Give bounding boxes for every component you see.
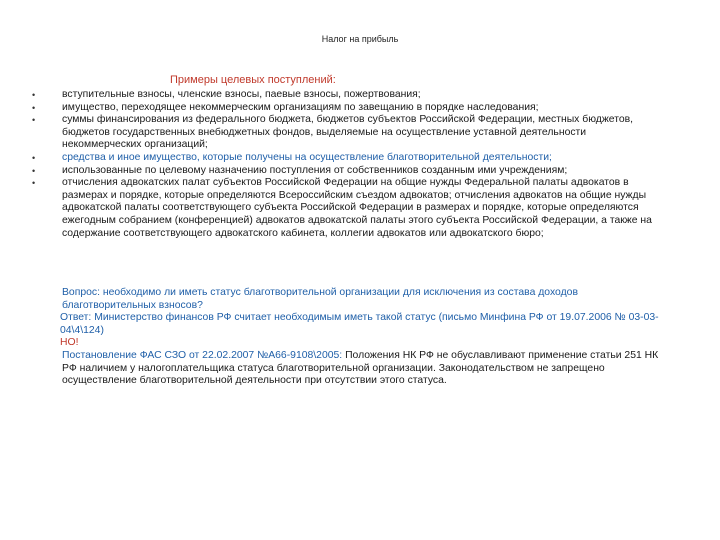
- resolution-reference: Постановление ФАС СЗО от 22.02.2007 №А66-9108\2005:: [62, 349, 343, 361]
- list-item-text: суммы финансирования из федерального бюджета, бюджетов субъектов Российской Федерации, местных бюджетов, бюджетов государственных внебюджетных фондов, выделяемые на осуществление уставной деятельности некоммерческих организаций;: [62, 114, 634, 151]
- list-item: [28, 89, 668, 102]
- bullet-icon: •: [32, 115, 36, 126]
- list-item: [28, 177, 668, 240]
- list-item-text: отчисления адвокатских палат субъектов Российской Федерации на общие нужды Федеральной палаты адвокатов в размерах и порядке, которые определяются Всероссийским съездом адвокатов; отчисления адвокатов на общие нужды адвокатской палаты соответствующего субъекта Российской Федерации в размерах и порядке, которые определяются ежегодным собранием (конференцией) адвокатов адвокатской палаты этого субъекта Российской Федерации, а также на содержание соответствующего адвокатского кабинета, коллегии адвокатов или адвокатского бюро;: [62, 177, 652, 239]
- question-text: Вопрос: необходимо ли иметь статус благотворительной организации для исключения из состава доходов благотворительных взносов?: [62, 287, 578, 311]
- qa-section: [52, 287, 668, 388]
- list-item-text: вступительные взносы, членские взносы, паевые взносы, пожертвования;: [62, 89, 421, 100]
- answer-text: Ответ: Министерство финансов РФ считает необходимым иметь такой статус (письмо Минфина РФ от 19.07.2006 № 03-03-04\4\124): [60, 312, 659, 336]
- page-title: Налог на прибыль: [321, 34, 399, 44]
- list-item: [28, 165, 668, 178]
- resolution-paragraph: [52, 350, 668, 388]
- list-item-text: имущество, переходящее некоммерческим организациям по завещанию в порядке наследования;: [62, 101, 539, 113]
- but-label: НО!: [60, 337, 79, 349]
- resolution-text: Положения НК РФ не обуславливают применение статьи 251 НК РФ наличием у налогоплательщика статуса благотворительной организации. Законодательством не запрещено осуществление благотворительной деятельности при отсутствии этого статуса.: [62, 349, 659, 387]
- examples-heading: Примеры целевых поступлений:: [170, 74, 336, 86]
- bullet-icon: •: [32, 102, 36, 113]
- bullet-icon: •: [32, 165, 36, 176]
- list-item: [28, 102, 668, 115]
- bullet-icon: •: [32, 152, 36, 163]
- list-item: [28, 152, 668, 165]
- bullet-icon: •: [32, 90, 36, 100]
- list-item-text: средства и иное имущество, которые получены на осуществление благотворительной деятельности;: [62, 151, 552, 163]
- list-item: [28, 114, 668, 152]
- bullet-icon: •: [32, 178, 36, 189]
- list-item-text: использованные по целевому назначению поступления от собственников созданным ими учреждениям;: [62, 164, 568, 176]
- examples-list: [28, 89, 668, 240]
